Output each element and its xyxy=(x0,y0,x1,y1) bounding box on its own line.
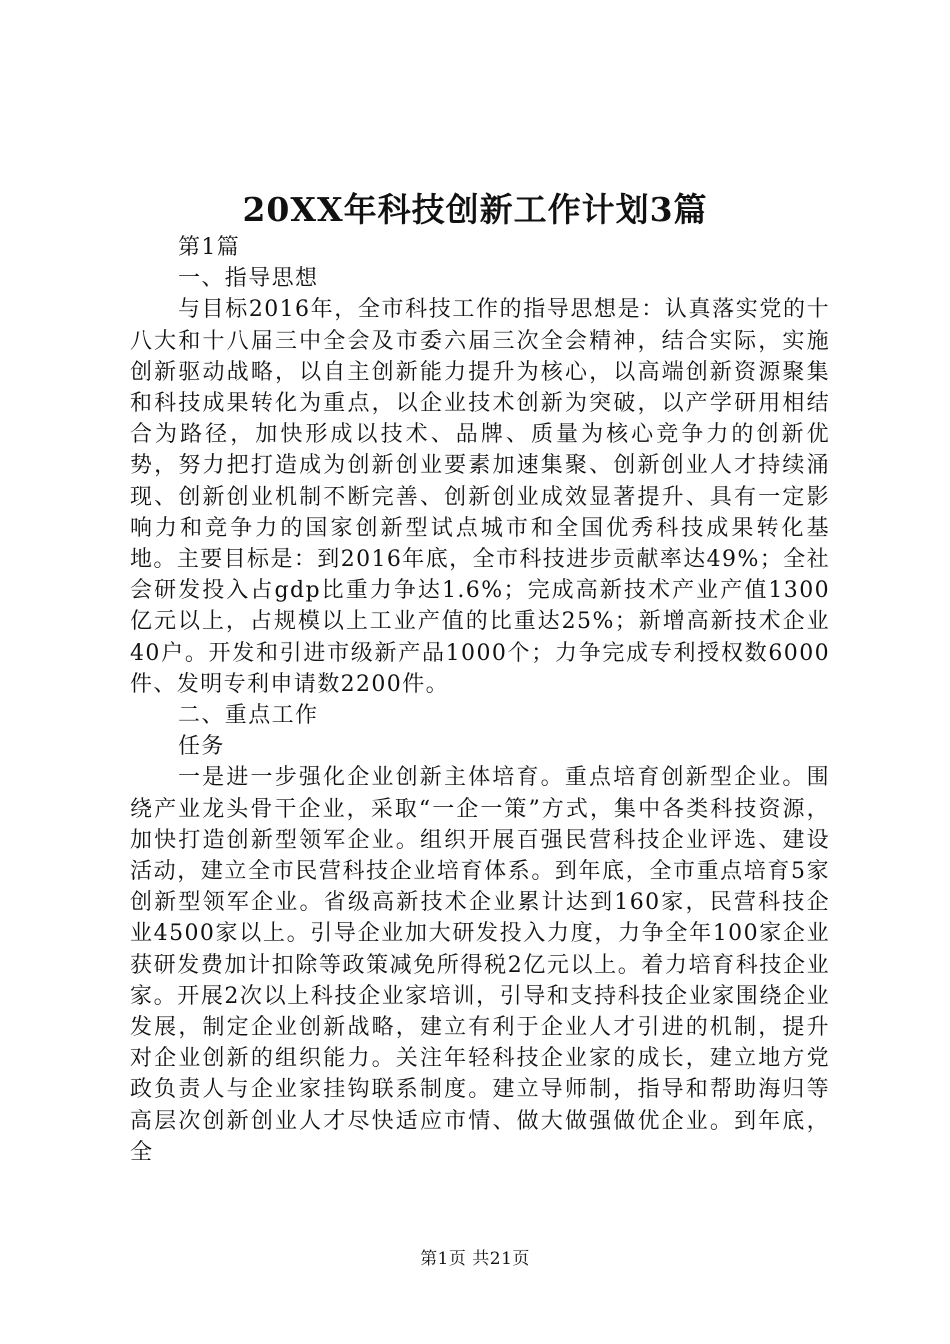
part-label: 第1篇 xyxy=(178,235,241,260)
document-body xyxy=(130,232,830,1168)
section-heading-key-work: 二、重点工作 xyxy=(178,703,319,729)
paragraph-guiding-ideology: 与目标2016年，全市科技工作的指导思想是：认真落实党的十八大和十八届三中全会及市委六届三次全会精神，结合实际，实施创新驱动战略，以自主创新能力提升为核心，以高端创新资源聚集和科技成果转化为重点，以企业技术创新为突破，以产学研用相结合为路径，加快形成以技术、品牌、质量为核心竞争力的创新优势，努力把打造成为创新创业要素加速集聚、创新创业人才持续涌现、创新创业机制不断完善、创新创业成效显著提升、具有一定影响力和竞争力的国家创新型试点城市和全国优秀科技成果转化基地。主要目标是：到2016年底，全市科技进步贡献率达49%；全社会研发投入占gdp比重力争达1.6%；完成高新技术产业产值1300亿元以上，占规模以上工业产值的比重达25%；新增高新技术企业40户。开发和引进市级新产品1000个；力争完成专利授权数6000件、发明专利申请数2200件。 xyxy=(130,297,830,697)
task-label: 任务 xyxy=(178,734,225,760)
paragraph-key-work: 一是进一步强化企业创新主体培育。重点培育创新型企业。围绕产业龙头骨干企业，采取“一企一策”方式，集中各类科技资源，加快打造创新型领军企业。组织开展百强民营科技企业评选、建设活动，建立全市民营科技企业培育体系。到年底，全市重点培育5家创新型领军企业。省级高新技术企业累计达到160家，民营科技企业4500家以上。引导企业加大研发投入力度，力争全年100家企业获研发费加计扣除等政策减免所得税2亿元以上。着力培育科技企业家。开展2次以上科技企业家培训，引导和支持科技企业家围绕企业发展，制定企业创新战略，建立有利于企业人才引进的机制，提升对企业创新的组织能力。关注年轻科技企业家的成长，建立地方党政负责人与企业家挂钩联系制度。建立导师制，指导和帮助海归等高层次创新创业人才尽快适应市情、做大做强做优企业。到年底，全 xyxy=(130,765,830,1165)
document-title: 20XX年科技创新工作计划3篇 xyxy=(242,190,708,229)
section-heading-guiding-ideology: 一、指导思想 xyxy=(178,266,319,292)
page-footer: 第1页 共21页 xyxy=(420,1249,530,1269)
